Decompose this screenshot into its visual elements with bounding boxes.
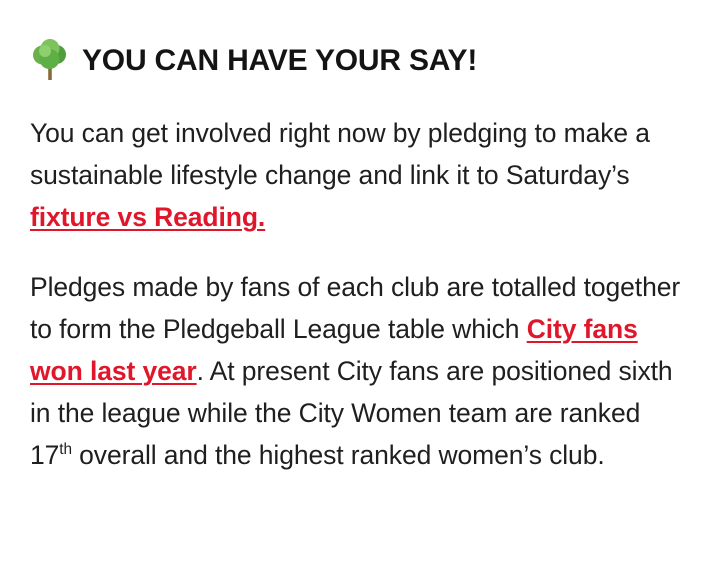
fixture-vs-reading-link[interactable]: fixture vs Reading. — [30, 202, 266, 232]
city-fans-won-last-year-link[interactable]: City fans won last year — [30, 314, 638, 386]
paragraph2-text-2: . At present City fans are positioned sixth in the league while the City Women team are ranked 17 — [30, 356, 673, 470]
ordinal-suffix: th — [59, 441, 72, 459]
paragraph-league-table — [30, 266, 689, 476]
paragraph-pledge-intro — [30, 112, 689, 238]
paragraph2-text-3: overall and the highest ranked women’s club. — [71, 440, 605, 470]
paragraph2-text-1: Pledges made by fans of each club are totalled together to form the Pledgeball League table which — [30, 272, 681, 344]
paragraph1-text: You can get involved right now by pledging to make a sustainable lifestyle change and link it to Saturday’s — [30, 118, 650, 190]
section-heading — [30, 38, 689, 82]
section-heading-text: YOU CAN HAVE YOUR SAY! — [82, 43, 478, 77]
tree-icon — [30, 38, 70, 82]
